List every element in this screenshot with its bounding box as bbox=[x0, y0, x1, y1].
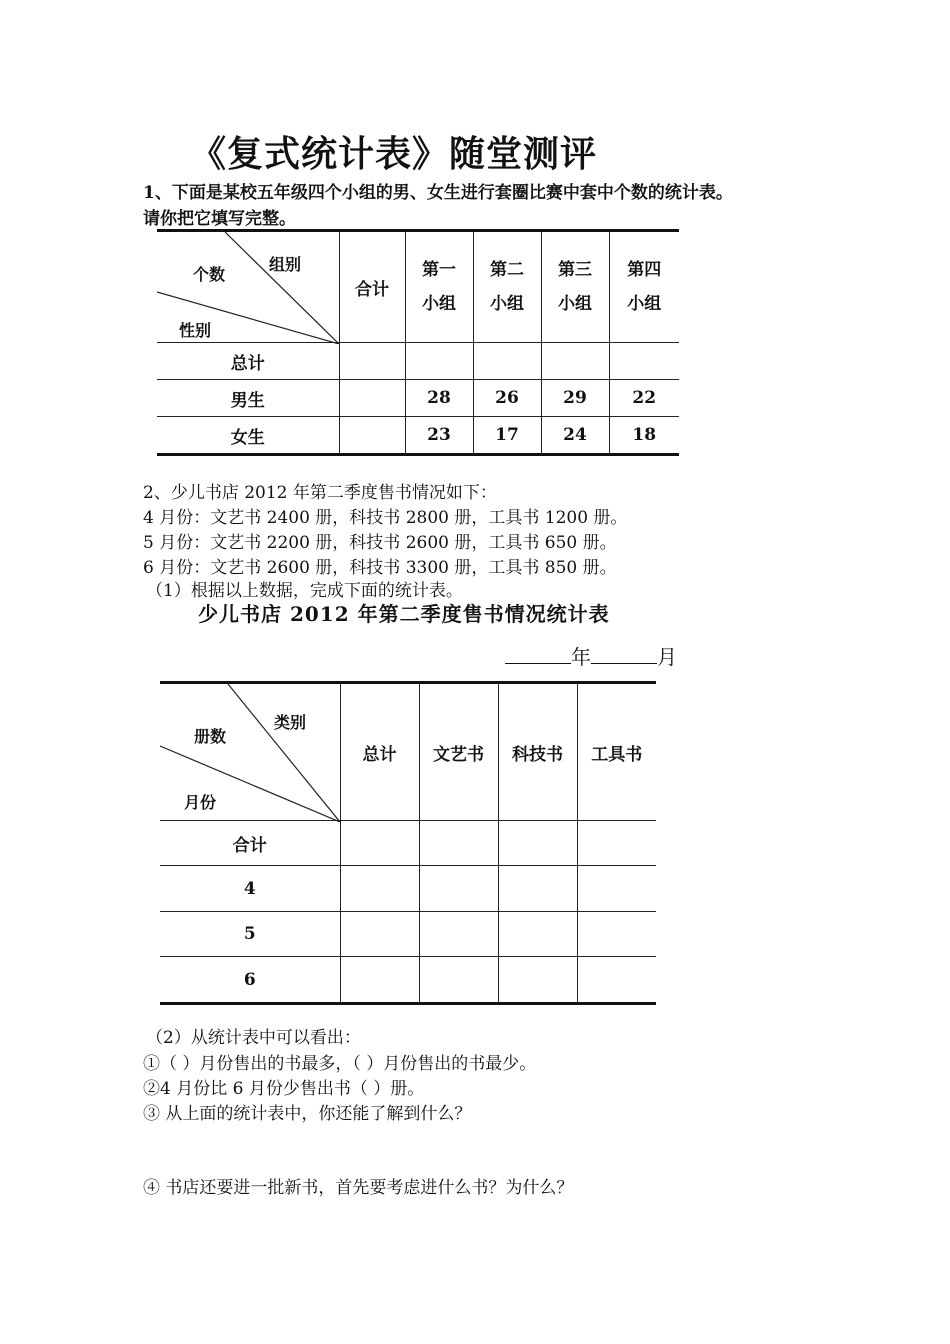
table-row bbox=[160, 866, 656, 912]
diag-label-volume: 册数 bbox=[194, 727, 227, 746]
cell[interactable] bbox=[577, 912, 656, 957]
cell[interactable] bbox=[340, 866, 419, 912]
data-line-may: 5 月份：文艺书 2200 册，科技书 2600 册，工具书 650 册。 bbox=[143, 533, 617, 553]
cell[interactable] bbox=[577, 821, 656, 866]
table-row bbox=[157, 343, 679, 380]
cell-total[interactable] bbox=[339, 417, 405, 455]
sub-question-1: （1）根据以上数据，完成下面的统计表。 bbox=[146, 581, 463, 601]
diag-label-category: 类别 bbox=[274, 713, 307, 732]
cell[interactable] bbox=[498, 821, 577, 866]
cell[interactable] bbox=[577, 866, 656, 912]
header-reference: 工具书 bbox=[577, 683, 656, 821]
cell[interactable] bbox=[419, 866, 498, 912]
diag-label-gender: 性别 bbox=[179, 321, 212, 340]
year-blank[interactable] bbox=[505, 645, 571, 664]
header-total: 合计 bbox=[339, 231, 405, 343]
cell[interactable] bbox=[419, 912, 498, 957]
group-score-table bbox=[157, 229, 679, 456]
cell-total[interactable] bbox=[339, 380, 405, 417]
header-group-3: 第三 小组 bbox=[541, 231, 609, 343]
cell[interactable] bbox=[577, 957, 656, 1004]
table-row bbox=[157, 380, 679, 417]
cell: 24 bbox=[541, 417, 609, 455]
cell[interactable] bbox=[340, 912, 419, 957]
question-item-2: ②4 月份比 6 月份少售出书（ ）册。 bbox=[143, 1079, 425, 1099]
cell[interactable] bbox=[405, 343, 473, 380]
cell: 18 bbox=[609, 417, 679, 455]
cell[interactable] bbox=[498, 866, 577, 912]
table1-diagonal-header bbox=[157, 231, 339, 343]
table-row bbox=[160, 821, 656, 866]
question-item-4: ④ 书店还要进一批新书，首先要考虑进什么书？为什么？ bbox=[143, 1178, 574, 1198]
table-row bbox=[160, 957, 656, 1004]
table-caption: 少儿书店 2012 年第二季度售书情况统计表 bbox=[198, 602, 610, 626]
question-1-instruction: 请你把它填写完整。 bbox=[143, 209, 296, 229]
cell: 28 bbox=[405, 380, 473, 417]
book-sales-table bbox=[160, 681, 656, 1005]
month-blank[interactable] bbox=[591, 645, 657, 664]
table-row bbox=[160, 912, 656, 957]
cell[interactable] bbox=[340, 957, 419, 1004]
cell[interactable] bbox=[419, 957, 498, 1004]
cell: 29 bbox=[541, 380, 609, 417]
question-1-text: 1、下面是某校五年级四个小组的男、女生进行套圈比赛中套中个数的统计表。 bbox=[143, 183, 733, 203]
cell-total[interactable] bbox=[339, 343, 405, 380]
header-group-4: 第四 小组 bbox=[609, 231, 679, 343]
cell[interactable] bbox=[340, 821, 419, 866]
row-label: 5 bbox=[160, 912, 340, 957]
page-title: 《复式统计表》随堂测评 bbox=[190, 133, 598, 175]
diag-label-group: 组别 bbox=[269, 255, 302, 274]
header-total: 总计 bbox=[340, 683, 419, 821]
cell[interactable] bbox=[498, 957, 577, 1004]
row-label: 合计 bbox=[160, 821, 340, 866]
row-label: 女生 bbox=[157, 417, 339, 455]
cell: 23 bbox=[405, 417, 473, 455]
question-2-intro: 2、少儿书店 2012 年第二季度售书情况如下： bbox=[143, 483, 497, 503]
cell[interactable] bbox=[419, 821, 498, 866]
cell: 22 bbox=[609, 380, 679, 417]
data-line-april: 4 月份：文艺书 2400 册，科技书 2800 册，工具书 1200 册。 bbox=[143, 508, 628, 528]
header-group-2: 第二 小组 bbox=[473, 231, 541, 343]
row-label: 4 bbox=[160, 866, 340, 912]
question-item-1: ①（ ）月份售出的书最多，（ ）月份售出的书最少。 bbox=[143, 1054, 537, 1074]
diag-label-count: 个数 bbox=[193, 265, 226, 284]
sub-question-2: （2）从统计表中可以看出： bbox=[146, 1028, 361, 1048]
table2-diagonal-header bbox=[160, 683, 340, 821]
cell: 26 bbox=[473, 380, 541, 417]
cell: 17 bbox=[473, 417, 541, 455]
cell[interactable] bbox=[473, 343, 541, 380]
date-line: 年 月 bbox=[505, 641, 677, 670]
header-literature: 文艺书 bbox=[419, 683, 498, 821]
cell[interactable] bbox=[498, 912, 577, 957]
row-label: 6 bbox=[160, 957, 340, 1004]
data-line-june: 6 月份：文艺书 2600 册，科技书 3300 册，工具书 850 册。 bbox=[143, 558, 617, 578]
cell[interactable] bbox=[609, 343, 679, 380]
row-label: 男生 bbox=[157, 380, 339, 417]
header-science: 科技书 bbox=[498, 683, 577, 821]
header-group-1: 第一 小组 bbox=[405, 231, 473, 343]
cell[interactable] bbox=[541, 343, 609, 380]
row-label: 总计 bbox=[157, 343, 339, 380]
table-row bbox=[157, 417, 679, 455]
question-item-3: ③ 从上面的统计表中，你还能了解到什么？ bbox=[143, 1104, 472, 1124]
diag-label-month: 月份 bbox=[184, 793, 217, 812]
